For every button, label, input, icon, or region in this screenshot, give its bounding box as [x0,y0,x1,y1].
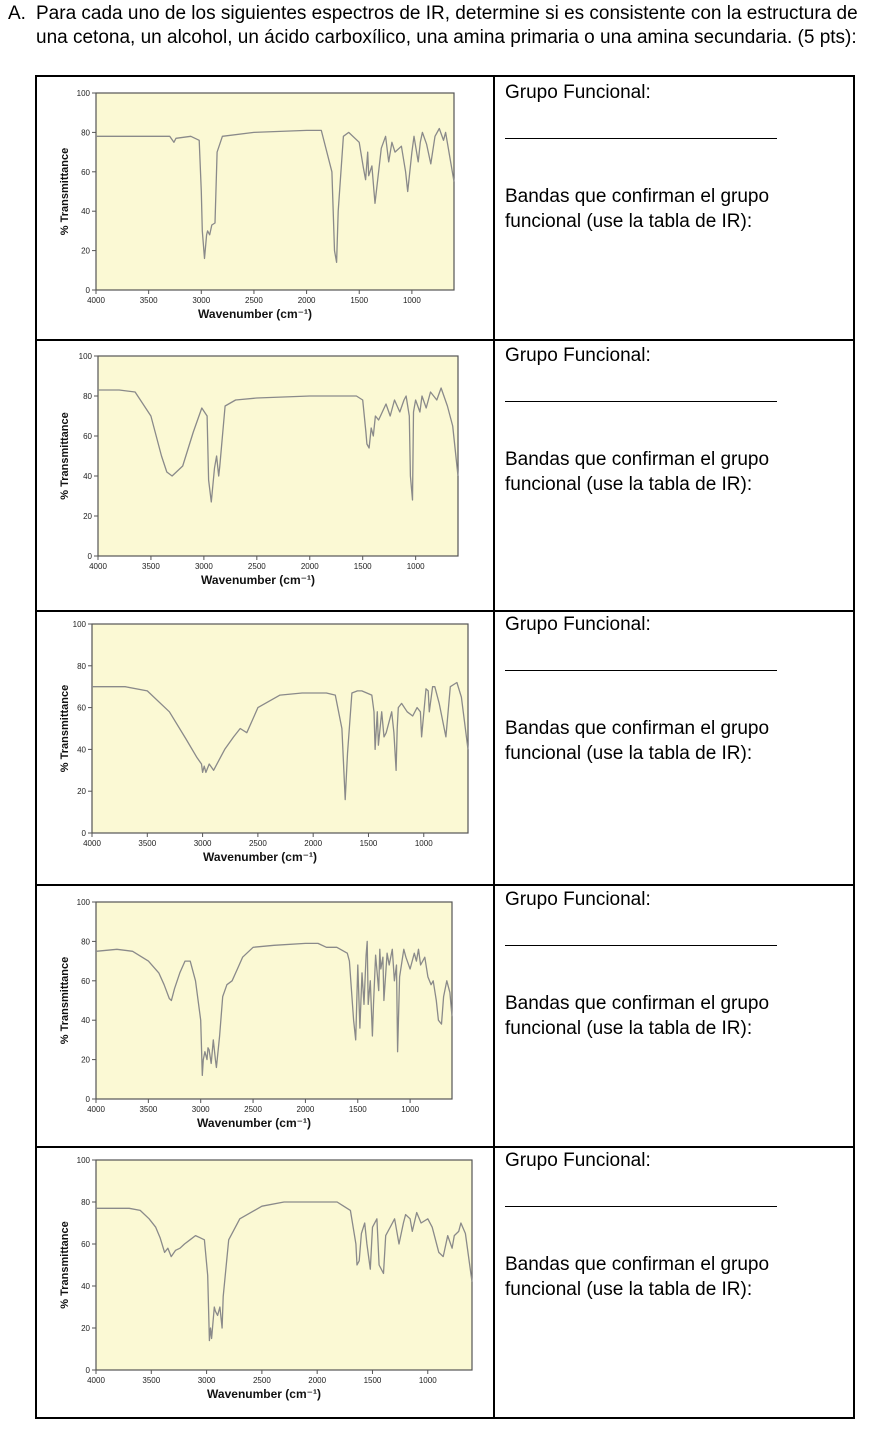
x-tick-label: 3500 [139,1105,158,1114]
y-axis-label: % Transmittance [59,147,71,236]
y-tick-label: 0 [85,286,90,295]
x-tick-label: 2500 [244,1105,262,1114]
ir-spectrum-3 [48,618,486,876]
x-tick-label: 2500 [245,296,263,305]
y-tick-label: 20 [81,1324,90,1333]
y-tick-label: 100 [76,89,90,98]
y-tick-label: 60 [83,432,92,441]
y-tick-label: 100 [76,898,90,907]
y-tick-label: 40 [81,1282,90,1291]
y-tick-label: 20 [83,512,92,521]
x-tick-label: 3000 [192,296,211,305]
y-axis-label: % Transmittance [59,956,71,1045]
y-tick-label: 40 [81,1016,90,1026]
x-tick-label: 4000 [87,1105,105,1114]
x-tick-label: 3500 [139,296,158,305]
y-tick-label: 60 [81,1240,90,1249]
answer-cell-3 [505,612,835,862]
x-tick-label: 3500 [138,839,157,848]
plot-area [92,624,468,833]
grupo-funcional-label: Grupo Funcional: [505,889,651,910]
y-tick-label: 40 [81,207,90,217]
y-tick-label: 0 [85,1366,90,1375]
y-tick-label: 60 [81,976,90,986]
y-axis-label: % Transmittance [59,1221,71,1309]
ir-spectrum-4 [48,894,478,1139]
x-axis-label: Wavenumber (cm⁻¹) [207,1387,321,1401]
x-tick-label: 4000 [87,296,105,305]
bandas-label: Bandas que confirman el grupo funcional (use la tabla de IR): [505,449,770,495]
x-tick-label: 2000 [304,839,323,848]
y-tick-label: 80 [77,661,86,671]
ir-spectrum-2 [48,348,478,603]
x-tick-label: 4000 [87,1376,105,1385]
bandas-label: Bandas que confirman el grupo funcional (use la tabla de IR): [505,993,770,1039]
grupo-funcional-label: Grupo Funcional: [505,1150,651,1171]
y-tick-label: 20 [81,1055,90,1065]
ir-spectrum-5 [48,1152,486,1410]
y-tick-label: 0 [85,1095,90,1104]
x-tick-label: 4000 [89,562,107,571]
y-tick-label: 20 [81,246,90,256]
x-axis-label: Wavenumber (cm⁻¹) [203,850,317,864]
x-tick-label: 3000 [194,562,213,571]
question-label: A. [8,3,26,24]
y-tick-label: 20 [77,787,86,797]
x-tick-label: 1500 [359,839,378,848]
bandas-label: Bandas que confirman el grupo funcional (use la tabla de IR): [505,1254,770,1300]
y-tick-label: 60 [81,167,90,177]
x-tick-label: 3500 [142,1376,161,1385]
x-tick-label: 2500 [247,562,266,571]
answer-blank-line[interactable] [505,401,777,402]
plot-area [98,356,458,556]
bandas-label: Bandas que confirman el grupo funcional (use la tabla de IR): [505,186,770,232]
y-axis-label: % Transmittance [59,412,71,500]
x-tick-label: 2000 [308,1376,327,1385]
x-axis-label: Wavenumber (cm⁻¹) [201,573,315,587]
x-tick-label: 1500 [350,296,369,305]
y-tick-label: 100 [78,352,92,361]
ir-spectrum-1 [48,85,478,335]
y-tick-label: 100 [76,1156,90,1165]
y-axis-label: % Transmittance [59,684,71,773]
plot-area [96,93,454,290]
answer-blank-line[interactable] [505,945,777,946]
x-tick-label: 1000 [401,1105,420,1114]
grupo-funcional-label: Grupo Funcional: [505,345,651,366]
y-tick-label: 0 [87,552,92,561]
y-tick-label: 80 [81,937,90,947]
y-tick-label: 0 [81,829,86,838]
y-tick-label: 100 [72,620,86,629]
answer-cell-5 [505,1148,835,1398]
x-tick-label: 3000 [193,839,212,848]
answer-blank-line[interactable] [505,1206,777,1207]
x-tick-label: 1500 [353,562,372,571]
question-text: Para cada uno de los siguientes espectros de IR, determine si es consistente con la estructura de una cetona, un alcohol, un ácido carboxílico, una amina primaria o una amina secundaria. (5 pts): [36,3,858,48]
x-tick-label: 1500 [363,1376,382,1385]
x-tick-label: 4000 [83,839,101,848]
grupo-funcional-label: Grupo Funcional: [505,614,651,635]
y-tick-label: 80 [81,1198,90,1207]
x-tick-label: 1000 [406,562,425,571]
grupo-funcional-label: Grupo Funcional: [505,82,651,103]
bandas-label: Bandas que confirman el grupo funcional (use la tabla de IR): [505,718,770,764]
y-tick-label: 40 [83,472,92,481]
x-axis-label: Wavenumber (cm⁻¹) [198,307,312,321]
x-tick-label: 2500 [248,839,267,848]
x-tick-label: 1000 [418,1376,437,1385]
x-tick-label: 2000 [296,1105,315,1114]
x-tick-label: 3000 [197,1376,216,1385]
x-axis-label: Wavenumber (cm⁻¹) [197,1116,311,1130]
column-divider [493,75,495,1419]
x-tick-label: 1500 [348,1105,367,1114]
answer-cell-1 [505,80,835,330]
y-tick-label: 80 [83,392,92,401]
answer-blank-line[interactable] [505,138,777,139]
answer-cell-2 [505,343,835,593]
answer-blank-line[interactable] [505,670,777,671]
x-tick-label: 3500 [142,562,160,571]
y-tick-label: 40 [77,745,86,755]
y-tick-label: 80 [81,128,90,138]
answer-cell-4 [505,887,835,1137]
x-tick-label: 1000 [402,296,421,305]
x-tick-label: 2000 [300,562,319,571]
x-tick-label: 3000 [191,1105,210,1114]
x-tick-label: 2500 [252,1376,271,1385]
x-tick-label: 2000 [297,296,316,305]
y-tick-label: 60 [77,703,86,713]
plot-area [96,1160,472,1370]
x-tick-label: 1000 [414,839,433,848]
